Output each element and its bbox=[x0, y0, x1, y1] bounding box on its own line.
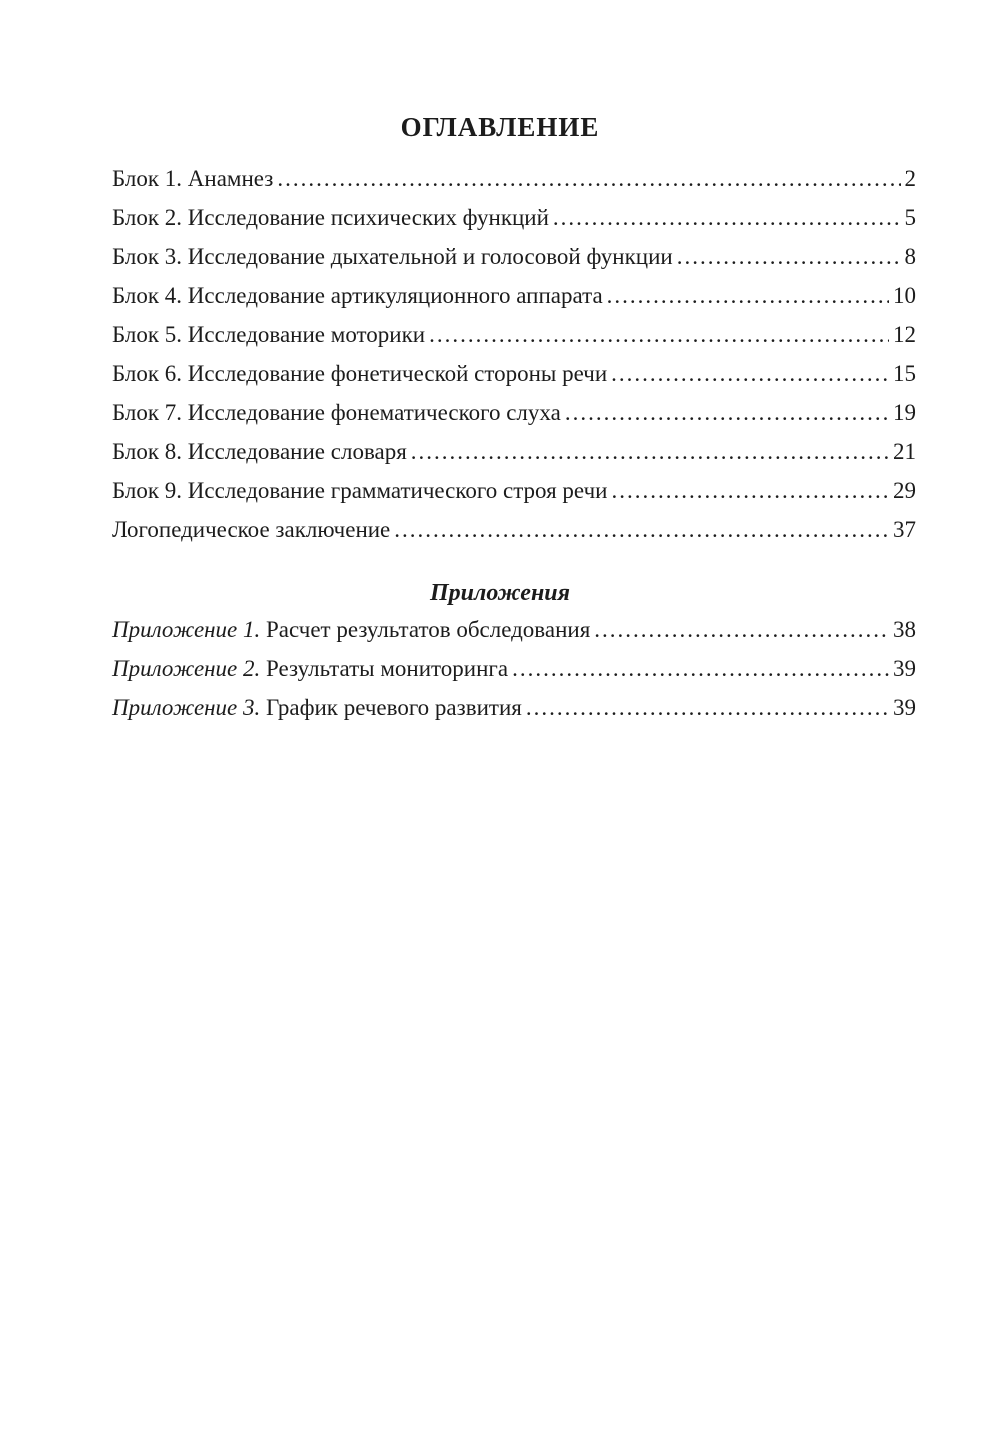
appendix-label-text: График речевого развития bbox=[266, 695, 522, 720]
dot-leader bbox=[394, 517, 889, 543]
dot-leader bbox=[512, 656, 889, 682]
toc-appendix-page: 39 bbox=[893, 695, 916, 720]
toc-entry-label: Блок 6. Исследование фонетической стороны речи bbox=[112, 361, 608, 386]
toc-entry bbox=[112, 244, 916, 283]
toc-entry-page: 37 bbox=[893, 517, 916, 542]
toc-appendix-label bbox=[112, 617, 590, 643]
toc-appendix-label bbox=[112, 656, 508, 682]
toc-entry-page: 5 bbox=[904, 205, 916, 230]
toc-title: ОГЛАВЛЕНИЕ bbox=[400, 112, 600, 142]
dot-leader bbox=[565, 400, 889, 426]
toc-entry bbox=[112, 166, 916, 205]
dot-leader bbox=[607, 283, 889, 309]
toc-entry-label: Блок 3. Исследование дыхательной и голосовой функции bbox=[112, 244, 673, 269]
toc-entry-page: 12 bbox=[893, 322, 916, 347]
appendix-label-text: Результаты мониторинга bbox=[266, 656, 509, 681]
dot-leader bbox=[429, 322, 889, 348]
toc-entry-label: Блок 7. Исследование фонематического слуха bbox=[112, 400, 561, 425]
toc-entry bbox=[112, 361, 916, 400]
toc-appendix-entry bbox=[112, 695, 916, 734]
toc-entry bbox=[112, 283, 916, 322]
toc-entry-label: Блок 1. Анамнез bbox=[112, 166, 274, 191]
toc-entry-label: Блок 8. Исследование словаря bbox=[112, 439, 407, 464]
dot-leader bbox=[611, 478, 889, 504]
toc-entry-page: 10 bbox=[893, 283, 916, 308]
dot-leader bbox=[277, 166, 900, 192]
toc-entry-label: Блок 2. Исследование психических функций bbox=[112, 205, 549, 230]
toc-entry bbox=[112, 400, 916, 439]
toc-entry bbox=[112, 478, 916, 517]
toc-entry bbox=[112, 205, 916, 244]
appendix-prefix: Приложение 2. bbox=[112, 656, 261, 681]
toc-entry bbox=[112, 322, 916, 361]
toc-entry-page: 8 bbox=[904, 244, 916, 269]
dot-leader bbox=[553, 205, 901, 231]
toc-entry-label: Блок 5. Исследование моторики bbox=[112, 322, 426, 347]
toc-entry bbox=[112, 439, 916, 478]
dot-leader bbox=[594, 617, 889, 643]
toc-entry-page: 21 bbox=[893, 439, 916, 464]
toc-entry-label: Блок 4. Исследование артикуляционного аппарата bbox=[112, 283, 603, 308]
toc-entry bbox=[112, 517, 916, 556]
toc-appendix-label bbox=[112, 695, 522, 721]
appendix-prefix: Приложение 3. bbox=[112, 695, 261, 720]
toc-entry-label: Блок 9. Исследование грамматического строя речи bbox=[112, 478, 608, 503]
dot-leader bbox=[411, 439, 889, 465]
toc-appendix-page: 39 bbox=[893, 656, 916, 681]
toc-appendix-page: 38 bbox=[893, 617, 916, 642]
toc-entry-page: 2 bbox=[904, 166, 916, 191]
toc-entry-page: 29 bbox=[893, 478, 916, 503]
toc-entry-page: 15 bbox=[893, 361, 916, 386]
dot-leader bbox=[526, 695, 889, 721]
toc-main-list bbox=[112, 166, 916, 556]
dot-leader bbox=[611, 361, 889, 387]
toc-appendix-list bbox=[112, 617, 916, 734]
appendix-label-text: Расчет результатов обследования bbox=[266, 617, 591, 642]
appendix-prefix: Приложение 1. bbox=[112, 617, 261, 642]
appendix-title: Приложения bbox=[430, 580, 570, 606]
toc-appendix-entry bbox=[112, 656, 916, 695]
toc-entry-label: Логопедическое заключение bbox=[112, 517, 391, 542]
toc-appendix-entry bbox=[112, 617, 916, 656]
dot-leader bbox=[677, 244, 901, 270]
toc-entry-page: 19 bbox=[893, 400, 916, 425]
